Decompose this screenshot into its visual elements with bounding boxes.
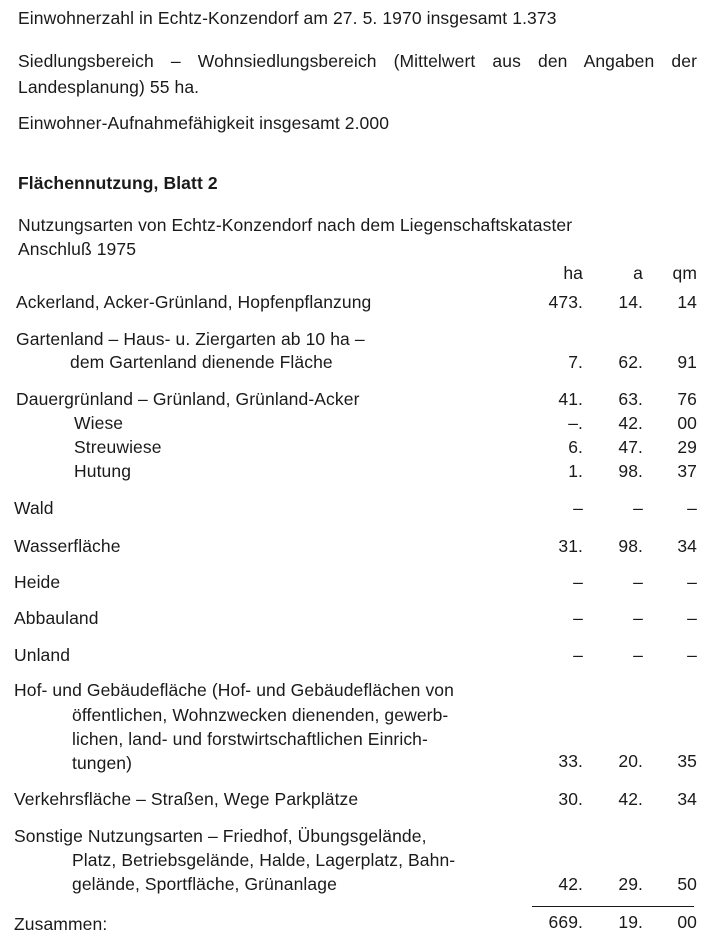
column-header-ha: ha [563,263,583,283]
total-label: Zusammen: [14,914,108,934]
cell-qm: 00 [677,413,697,433]
cell-qm: 35 [677,751,697,771]
cell-a: 98. [618,536,643,556]
row-label-wasser: Wasserfläche [14,536,121,556]
cell-ha: 473. [548,292,583,312]
cell-ha: – [573,608,583,628]
row-label-sonstige-cont: gelände, Sportfläche, Grünanlage [72,874,337,894]
cell-a: 47. [618,437,643,457]
total-ha: 669. [548,912,583,932]
row-label-gartenland: Gartenland – Haus- u. Ziergarten ab 10 ha – [16,329,365,349]
cell-ha: – [573,498,583,518]
section-heading: Flächennutzung, Blatt 2 [18,173,218,193]
row-label-wald: Wald [14,498,54,518]
cell-a: 63. [618,389,643,409]
cell-qm: 37 [677,461,697,481]
cell-qm: – [687,645,697,665]
cell-qm: 76 [677,389,697,409]
cell-a: – [633,645,643,665]
row-label-unland: Unland [14,645,71,665]
cell-qm: 50 [677,874,697,894]
cell-qm: 29 [677,437,697,457]
row-label-dauergruenland: Dauergrünland – Grünland, Grünland-Acker [16,389,360,409]
row-label-heide: Heide [14,572,61,592]
column-header-qm: qm [672,263,697,283]
cell-a: 20. [618,751,643,771]
row-label-sonstige: Sonstige Nutzungsarten – Friedhof, Übungsgelände, [14,826,427,846]
cell-ha: 41. [558,389,583,409]
total-a: 19. [618,912,643,932]
cell-ha: 1. [568,461,583,481]
row-label-ackerland: Ackerland, Acker-Grünland, Hopfenpflanzung [16,292,372,312]
cell-qm: 34 [677,536,697,556]
cell-a: 62. [618,352,643,372]
settlement-line: Siedlungsbereich – Wohnsiedlungsbereich (Mittelwert aus den Angaben der [18,51,697,71]
cell-ha: 31. [558,536,583,556]
row-label-hof: Hof- und Gebäudefläche (Hof- und Gebäudeflächen von [14,680,454,700]
row-label-gartenland-cont: dem Gartenland dienende Fläche [70,352,333,372]
cell-qm: – [687,572,697,592]
cell-ha: – [573,645,583,665]
population-line: Einwohnerzahl in Echtz-Konzendorf am 27. 5. 1970 insgesamt 1.373 [18,8,557,28]
row-label-hof-cont: öffentlichen, Wohnzwecken dienenden, gewerb- [72,705,449,725]
cell-a: – [633,572,643,592]
row-label-sonstige-cont: Platz, Betriebsgelände, Halde, Lagerplatz, Bahn- [72,850,456,870]
column-header-a: a [633,263,643,283]
row-label-hutung: Hutung [74,461,132,481]
row-label-verkehr: Verkehrsfläche – Straßen, Wege Parkplätze [14,789,359,809]
settlement-line-cont: Landesplanung) 55 ha. [18,77,200,97]
row-label-streuwiese: Streuwiese [74,437,162,457]
cell-a: 42. [618,789,643,809]
cell-ha: 7. [568,352,583,372]
cell-a: – [633,498,643,518]
cell-a: 29. [618,874,643,894]
cell-qm: – [687,498,697,518]
sum-rule [532,906,694,907]
cell-a: 42. [618,413,643,433]
row-label-abbauland: Abbauland [14,608,99,628]
cell-qm: 14 [677,292,697,312]
cell-qm: 34 [677,789,697,809]
cell-ha: – [573,572,583,592]
cell-qm: 91 [677,352,697,372]
table-subtitle: Nutzungsarten von Echtz-Konzendorf nach dem Liegenschaftskataster [18,215,573,235]
row-label-hof-cont: lichen, land- und forstwirtschaftlichen Einrich- [72,729,428,749]
cell-ha: 30. [558,789,583,809]
cell-ha: 42. [558,874,583,894]
cell-a: – [633,608,643,628]
cell-ha: 6. [568,437,583,457]
row-label-hof-cont: tungen) [72,753,133,773]
row-label-wiese: Wiese [74,413,124,433]
cell-qm: – [687,608,697,628]
cell-ha: 33. [558,751,583,771]
capacity-line: Einwohner-Aufnahmefähigkeit insgesamt 2.000 [18,113,390,133]
table-subtitle-cont: Anschluß 1975 [18,239,137,259]
cell-a: 14. [618,292,643,312]
cell-a: 98. [618,461,643,481]
total-qm: 00 [677,912,697,932]
cell-ha: –. [568,413,583,433]
